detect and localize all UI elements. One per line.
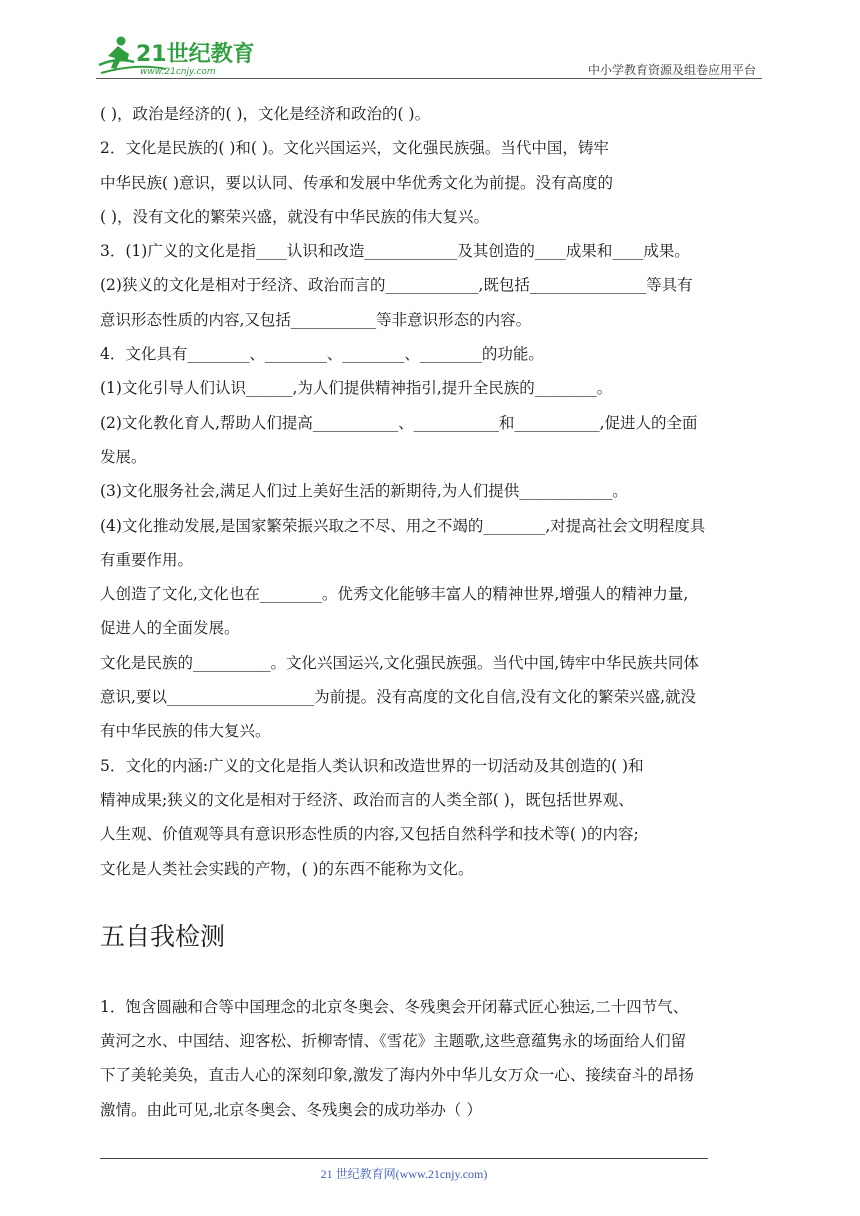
footer-link[interactable]: 21 世纪教育网(www.21cnjy.com) (320, 1167, 488, 1181)
logo (96, 32, 266, 78)
text-line: 3．(1)广义的文化是指____认识和改造____________及其创造的____成果和____成果。 (100, 242, 690, 261)
text-line: 有重要作用。 (100, 550, 194, 569)
text-line: 文化是人类社会实践的产物，( )的东西不能称为文化。 (100, 859, 474, 878)
question-line: 1．饱含圆融和合等中国理念的北京冬奥会、冬残奥会开闭幕式匠心独运,二十四节气、 (100, 997, 689, 1016)
logo-wordmark: 21世纪教育 (136, 42, 255, 67)
footer-divider (100, 1158, 708, 1159)
header-divider (96, 78, 762, 79)
runner-logo-icon (96, 32, 266, 78)
text-line: 意识,要以___________________为前提。没有高度的文化自信,没有文化的繁荣兴盛,就没 (100, 688, 697, 707)
text-line: 中华民族( )意识，要以认同、传承和发展中华优秀文化为前提。没有高度的 (100, 173, 614, 192)
text-line: (4)文化推动发展,是国家繁荣振兴取之不尽、用之不竭的________,对提高社会文明程度具 (100, 516, 706, 535)
logo-url: www.21cnjy.com (140, 67, 216, 77)
text-line: 人创造了文化,文化也在________。优秀文化能够丰富人的精神世界,增强人的精神力量, (100, 585, 689, 604)
text-line: (2)文化教化育人,帮助人们提高___________、___________和___________,促进人的全面 (100, 413, 698, 432)
page-header (96, 28, 762, 80)
text-line: 精神成果;狭义的文化是相对于经济、政治而言的人类全部( )，既包括世界观、 (100, 790, 634, 809)
page-footer (100, 1158, 708, 1182)
question-line: 黄河之水、中国结、迎客松、折柳寄情、《雪花》主题歌,这些意蕴隽永的场面给人们留 (100, 1032, 687, 1051)
text-line: ( )，政治是经济的( )，文化是经济和政治的( )。 (100, 105, 431, 123)
text-line: 4．文化具有________、________、________、________的功能。 (100, 345, 544, 364)
text-line: 2．文化是民族的( )和( )。文化兴国运兴，文化强民族强。当代中国，铸牢 (100, 139, 609, 158)
text-line: ( )，没有文化的繁荣兴盛，就没有中华民族的伟大复兴。 (100, 207, 490, 226)
text-line: 文化是民族的__________。文化兴国运兴,文化强民族强。当代中国,铸牢中华民族共同体 (100, 653, 699, 672)
text-line: (3)文化服务社会,满足人们过上美好生活的新期待,为人们提供____________。 (100, 482, 628, 501)
text-line: 有中华民族的伟大复兴。 (100, 722, 271, 741)
question-line: 下了美轮美奂，直击人心的深刻印象,激发了海内外中华儿女万众一心、接续奋斗的昂扬 (100, 1066, 694, 1085)
text-line: (1)文化引导人们认识______,为人们提供精神指引,提升全民族的________。 (100, 379, 613, 398)
question-line: 激情。由此可见,北京冬奥会、冬残奥会的成功举办（ ） (100, 1100, 482, 1119)
platform-name: 中小学教育资源及组卷应用平台 (587, 63, 756, 77)
text-line: 促进人的全面发展。 (100, 619, 240, 638)
text-line: 意识形态性质的内容,又包括___________等非意识形态的内容。 (100, 310, 532, 329)
text-line: 5．文化的内涵:广义的文化是指人类认识和改造世界的一切活动及其创造的( )和 (100, 756, 644, 775)
document-body (100, 97, 765, 1127)
section-title: 五自我检测 (100, 921, 226, 951)
text-line: 发展。 (100, 447, 147, 466)
text-line: 人生观、价值观等具有意识形态性质的内容,又包括自然科学和技术等( )的内容; (100, 825, 639, 844)
text-line: (2)狭义的文化是相对于经济、政治而言的____________,既包括_______________等具有 (100, 276, 693, 295)
